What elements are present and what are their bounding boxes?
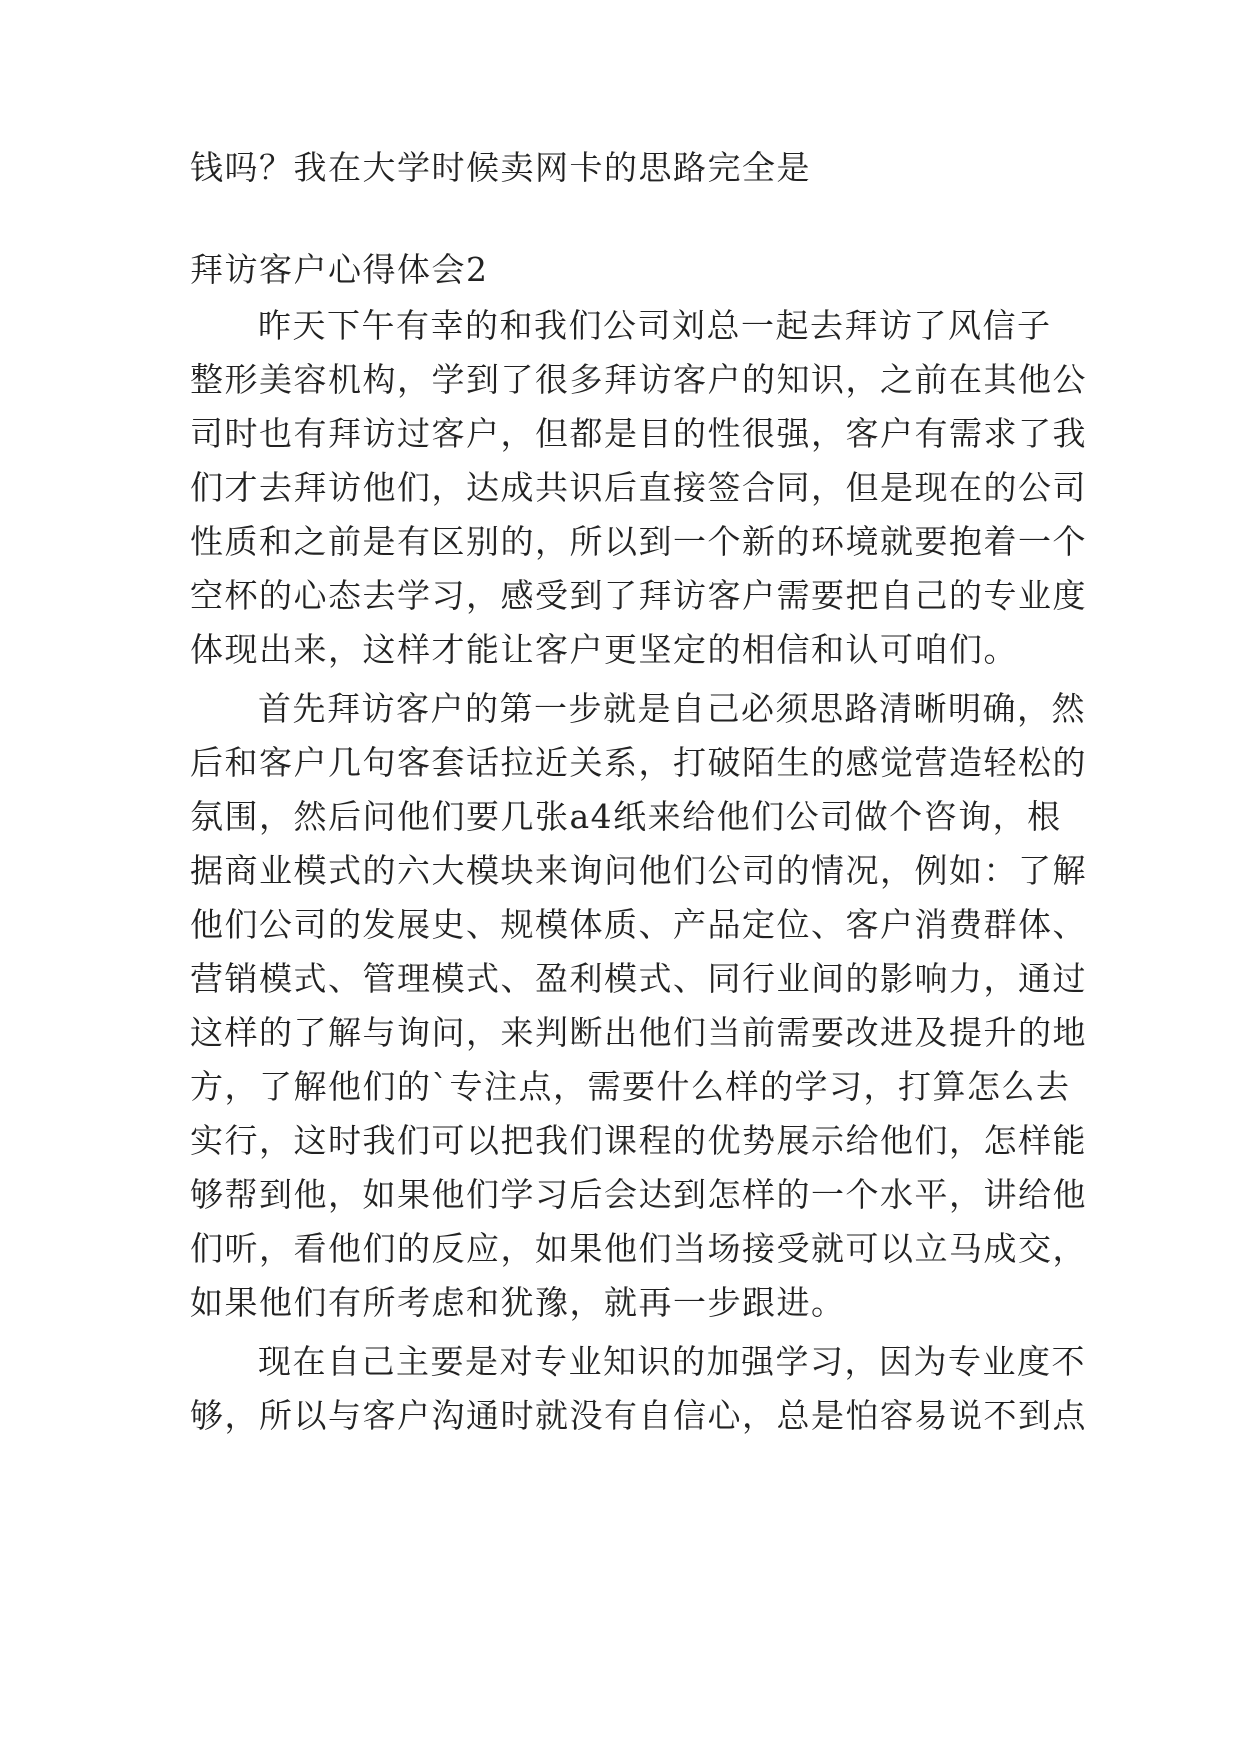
- paragraph-line: 整形美容机构，学到了很多拜访客户的知识，之前在其他公: [190, 360, 1087, 399]
- paragraph-line: 够帮到他，如果他们学习后会达到怎样的一个水平，讲给他: [190, 1175, 1087, 1214]
- paragraph-line: 体现出来，这样才能让客户更坚定的相信和认可咱们。: [190, 630, 1018, 669]
- paragraph-line: 据商业模式的六大模块来询问他们公司的情况，例如：了解: [190, 851, 1087, 890]
- section-title: 拜访客户心得体会2: [190, 250, 489, 289]
- paragraph-line: 他们公司的发展史、规模体质、产品定位、客户消费群体、: [190, 905, 1087, 944]
- paragraph-line: 现在自己主要是对专业知识的加强学习，因为专业度不: [258, 1342, 1086, 1381]
- paragraph-line: 首先拜访客户的第一步就是自己必须思路清晰明确，然: [258, 689, 1086, 728]
- paragraph-line: 们才去拜访他们，达成共识后直接签合同，但是现在的公司: [190, 468, 1087, 507]
- paragraph-line: 这样的了解与询问，来判断出他们当前需要改进及提升的地: [190, 1013, 1087, 1052]
- paragraph-line: 昨天下午有幸的和我们公司刘总一起去拜访了风信子: [258, 306, 1052, 345]
- paragraph-line: 们听，看他们的反应，如果他们当场接受就可以立马成交，: [190, 1229, 1087, 1268]
- paragraph-line: 实行，这时我们可以把我们课程的优势展示给他们，怎样能: [190, 1121, 1087, 1160]
- paragraph-line: 后和客户几句客套话拉近关系，打破陌生的感觉营造轻松的: [190, 743, 1087, 782]
- paragraph-line: 氛围，然后问他们要几张a4纸来给他们公司做个咨询，根: [190, 797, 1062, 836]
- paragraph-line: 方，了解他们的`专注点，需要什么样的学习，打算怎么去: [190, 1067, 1071, 1106]
- paragraph-line: 如果他们有所考虑和犹豫，就再一步跟进。: [190, 1283, 846, 1322]
- fragment-line: 钱吗？我在大学时候卖网卡的思路完全是: [190, 148, 811, 187]
- paragraph-line: 性质和之前是有区别的，所以到一个新的环境就要抱着一个: [190, 522, 1087, 561]
- paragraph-line: 营销模式、管理模式、盈利模式、同行业间的影响力，通过: [190, 959, 1087, 998]
- paragraph-line: 司时也有拜访过客户，但都是目的性很强，客户有需求了我: [190, 414, 1087, 453]
- paragraph-line: 空杯的心态去学习，感受到了拜访客户需要把自己的专业度: [190, 576, 1087, 615]
- paragraph-line: 够，所以与客户沟通时就没有自信心，总是怕容易说不到点: [190, 1396, 1087, 1435]
